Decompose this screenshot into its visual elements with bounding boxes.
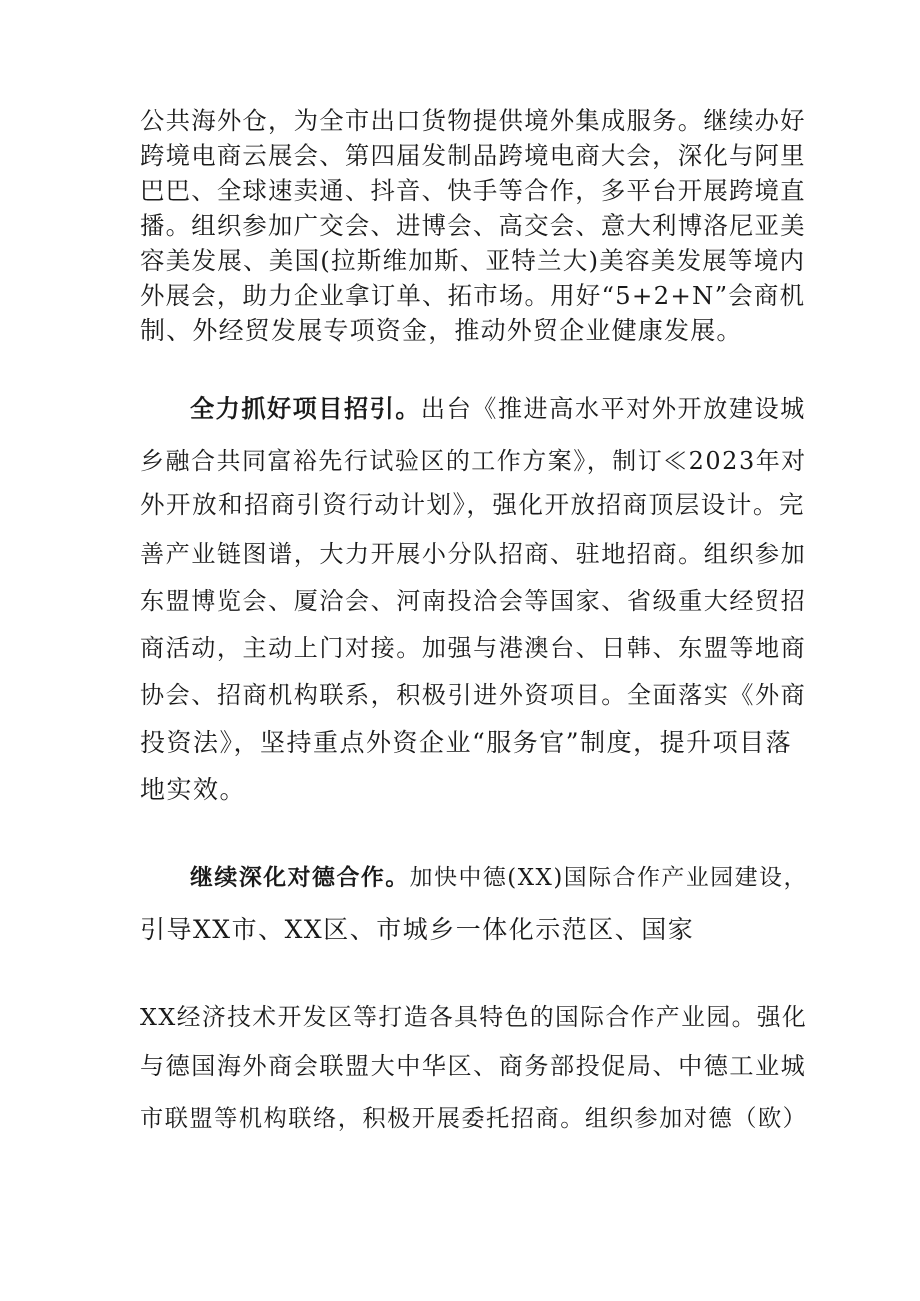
text-line: 地实效。 xyxy=(140,775,247,804)
text-line: 巴巴、全球速卖通、抖音、快手等合作，多平台开展跨境直 xyxy=(140,176,806,205)
text-line: XX经济技术开发区等打造各具特色的国际合作产业园。强化 xyxy=(140,1003,808,1031)
text-line: 制、外经贸发展专项资金，推动外贸企业健康发展。 xyxy=(140,316,743,345)
text-line: 善产业链图谱，大力开展小分队招商、驻地招商。组织参加 xyxy=(140,540,807,568)
text-line: 东盟博览会、厦洽会、河南投洽会等国家、省级重大经贸招 xyxy=(140,587,807,615)
paragraph-heading: 全力抓好项目招引。 xyxy=(190,395,421,423)
text-line: 播。组织参加广交会、进博会、高交会、意大利博洛尼亚美 xyxy=(140,211,806,240)
text-line: 跨境电商云展会、第四届发制品跨境电商大会，深化与阿里 xyxy=(140,141,806,170)
text-line: 协会、招商机构联系，积极引进外资项目。全面落实《外商 xyxy=(140,681,807,709)
text-line: 商活动，主动上门对接。加强与港澳台、日韩、东盟等地商 xyxy=(140,634,807,662)
text-line: 外展会，助力企业拿订单、拓市场。用好“5+2+N”会商机 xyxy=(140,281,806,310)
text-line: 引导XX市、XX区、市城乡一体化示范区、国家 xyxy=(140,915,695,944)
text-line xyxy=(190,394,806,424)
text-line: 容美发展、美国(拉斯维加斯、亚特兰大)美容美发展等境内 xyxy=(140,246,806,275)
text-line: 乡融合共同富裕先行试验区的工作方案》，制订≪2023年对 xyxy=(140,447,807,475)
text-run: 加快中德(XX)国际合作产业园建设， xyxy=(409,865,808,891)
text-line: 投资法》，坚持重点外资企业“服务官”制度，提升项目落 xyxy=(140,728,793,757)
text-line xyxy=(190,863,808,893)
text-line: 公共海外仓，为全市出口货物提供境外集成服务。继续办好 xyxy=(140,106,806,135)
text-line: 与德国海外商会联盟大中华区、商务部投促局、中德工业城 xyxy=(140,1052,807,1080)
text-run: 出台《推进高水平对外开放建设城 xyxy=(420,395,806,423)
paragraph-heading: 继续深化对德合作。 xyxy=(190,865,410,891)
text-line: 外开放和招商引资行动计划》，强化开放招商顶层设计。完 xyxy=(140,490,805,519)
text-line: 市联盟等机构联络，积极开展委托招商。组织参加对德（欧） xyxy=(140,1105,808,1132)
